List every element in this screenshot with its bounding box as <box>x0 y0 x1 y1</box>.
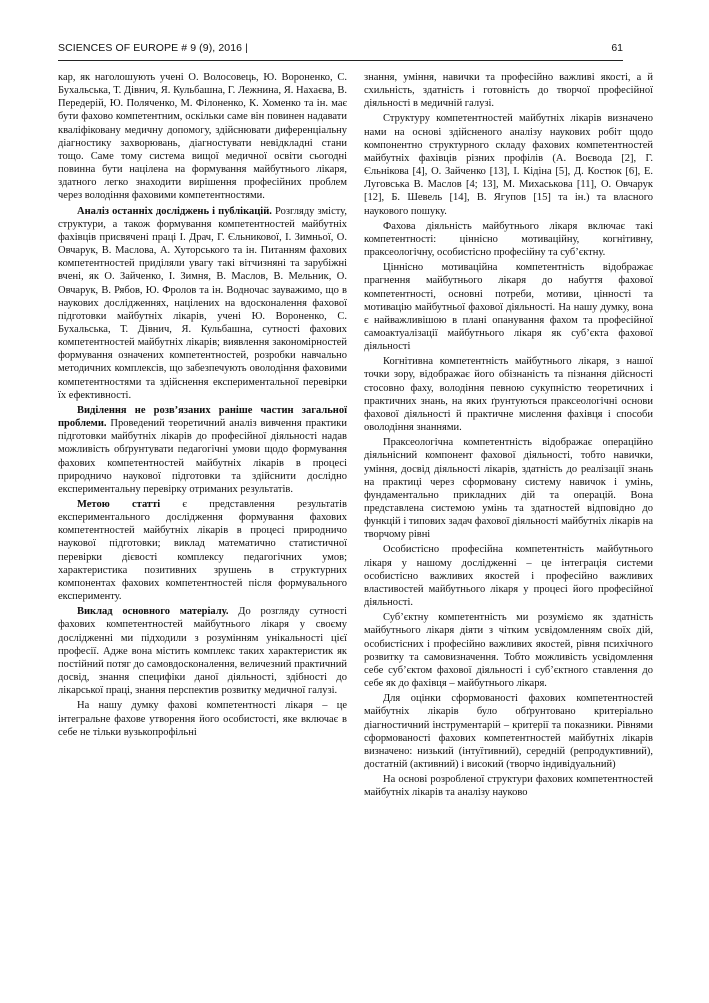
paragraph-literature-review <box>58 205 347 402</box>
paragraph-assessment-levels: Для оцінки сформованості фахових компетентностей майбутніх лікарів було обґрунтовано критеріально діагностичний інструментарій – критерії та показники. Рівнями сформованості фахових компетентностей майбутніх лікарів визначено: низький (інтуїтивний), середній (репродуктивний), достатній (активний) і високий (творчо індивідуальний) <box>364 693 653 770</box>
article-goal-text: є представлення результатів експериментального дослідження формування фахових компетентностей майбутніх лікарів в процесі природничо наукової підготовки; виклад математично статистичної перевірки дієвості комплексу педагогічних умов; характеристика позитивних зрушень в структурних компонентах фахових компетентностей після формувального експерименту. <box>58 499 347 603</box>
paragraph-competence-list: Фахова діяльність майбутнього лікаря включає такі компетентності: ціннісно мотиваційну, когнітивну, праксеологічну, особистісно професійну та суб’єктну. <box>364 220 653 259</box>
page-number: 61 <box>611 42 623 54</box>
right-column <box>364 71 653 951</box>
page-header <box>58 42 623 58</box>
paragraph-cognitive: Когнітивна компетентність майбутнього лікаря, з нашої точки зору, відображає його обізнаність та пізнання дійсності стосовно фаху, володіння певною сукупністю теоретичних і практичних знань, на яких ґрунтуються праксеологічні основи фахової діяльності й практичне мислення фахівця і способи оволодіння знаннями. <box>364 356 653 434</box>
paragraph-article-goal <box>58 498 347 603</box>
section-heading-unsolved-problems: Виділення не розв’язаних раніше частин загальної проблеми. <box>58 404 347 430</box>
paragraph-competence-structure: Структуру компетентностей майбутніх лікарів визначено нами на основі здійсненого аналізу наукових робіт щодо компонентно структурного складу фахових компетентностей майбутніх фахівців різних профілів (А. Воєвода [2], Г. Єльнікова [4], О. Зайченко [13], І. Кідіна [5], Д. Костюк [6], Е. Луговська В. Маслов [4; 13], М. Михаськова [11], О. Овчарук [12], Б. Шевель [14], В. Ягупов [15] та ін.) та власного наукового пошуку. <box>364 113 653 217</box>
header-rule <box>58 60 623 61</box>
journal-title: SCIENCES OF EUROPE # 9 (9), 2016 | <box>58 42 248 54</box>
paragraph-unsolved-problems <box>58 404 347 496</box>
paragraph-continuation: знання, уміння, навички та професійно важливі якості, а й схильність, здатність і готовність до творчої професійної діяльності в медичній галузі. <box>364 72 653 110</box>
section-heading-article-goal: Метою статті <box>77 499 161 510</box>
paragraph-intro-continuation: кар, як наголошують учені О. Волосовець, Ю. Вороненко, С. Бухальська, Т. Дівнич, Я. Кульбашна, Г. Лежнина, Я. Нахаєва, В. Передерій, Ю. Поляченко, М. Філоненко, К. Хоменко та ін. має бути фахово компетентним, оскільки саме він повинен надавати кваліфіковану медичну допомогу, здійснювати диференціальну діагностику захворювань, діагностувати невідкладні стани тощо. Саме тому система вищої медичної освіти сьогодні повинна бути націлена на формування майбутнього лікаря, здатного легко знаходити вирішення професійних проблем через володіння фаховими компетентностями. <box>58 72 347 202</box>
paragraph-final: На основі розробленої структури фахових компетентностей майбутніх лікарів та аналізу науково <box>364 774 653 799</box>
paragraph-value-motivational: Ціннісно мотиваційна компетентність відображає прагнення майбутнього лікаря до набуття фахової компетентності, основні потреби, мотиви, цінності та мотивацію майбутньої фахової діяльності. На нашу думку, вона є найважливішою в плані опанування фахом та професійної самоактуалізації майбутнього лікаря як суб’єкта фахової діяльності <box>364 262 653 353</box>
paragraph-main-material <box>58 605 347 697</box>
paragraph-subjective: Суб’єктну компетентність ми розуміємо як здатність майбутнього лікаря діяти з чітким усвідомленням своїх дій, особистісних і професійно важливих якостей, рівня психічного розвитку та самовизначення. Тобто можливість усвідомлення себе суб’єктом фахової діяльності і суб’єктного ставлення до себе як до фахівця – майбутнього лікаря. <box>364 612 653 690</box>
section-heading-main-material: Виклад основного матеріалу. <box>77 606 229 618</box>
unsolved-problems-text: Проведений теоретичний аналіз вивчення практики підготовки майбутніх лікарів до професійної діяльності надав можливість обґрунтувати педагогічні умови щодо формування фахових компетентностей майбутніх лікарів в процесі природничо наукової підготовки та здійснити дослідно експериментальну перевірку отриманих результатів. <box>58 418 347 495</box>
left-column <box>58 71 347 951</box>
section-heading-literature-review: Аналіз останніх досліджень і публікацій. <box>77 205 272 217</box>
paragraph-competence-definition: На нашу думку фахові компетентності лікаря – це інтегральне фахове утворення його особистості, яке включає в себе не тільки вузькопрофільні <box>58 700 347 738</box>
paragraph-praxeological: Праксеологічна компетентність відображає операційно діяльнісний компонент фахової діяльності, тобто навички, уміння, досвід діяльності лікарів, здатність до реалізації знань на практиці через сформовану систему навичок і умінь, фундаментально прикладних дій та операцій. Вона представлена системою умінь та здатностей відповідно до функцій і типових задач фахової діяльності майбутніх лікарів на творчому рівні <box>364 437 653 541</box>
literature-review-text: Розгляду змісту, структури, а також формування компетентностей майбутніх фахівців присвячені праці І. Драч, Г. Єльникової, І. Зимньої, О. Овчарук, В. Маслова, А. Хуторського та ін. Питанням фахових компетентностей приділяли увагу такі вітчизняні та зарубіжні вчені, як О. Зайченко, І. Зимня, В. Маслов, В. Мельник, О. Овчарук, В. Рябов, Ю. Фролов та ін. Водночас зауважимо, що в наукових дослідженнях, націлених на вдосконалення фахової підготовки майбутніх лікарів, учені Ю. Вороненко, С. Бухальська, Т. Дівнич, Я. Кульбашна, сутності фахових компетентностей майбутніх лікарів; виявлення закономірностей формування означених компетентностей, розробки навчально методичних комплексів, що забезпечують оволодіння фаховими компетентностями та здійснення експериментальної перевірки їх ефективності. <box>58 205 348 401</box>
main-material-text: До розгляду сутності фахових компетентностей майбутнього лікаря у своєму дослідженні ми підходили з розумінням унікальності цієї професії. Адже вона містить комплекс таких характеристик як постійний потяг до самовдосконалення, величезний практичний досвід, знання специфіки даної діяльності, здібності до лікарської праці, знання перспектив розвитку медичної галузі. <box>58 606 348 697</box>
paragraph-personal-professional: Особистісно професійна компетентність майбутнього лікаря у нашому дослідженні – це інтеграція системи особистісно важливих якостей і професійно важливих властивостей майбутнього лікаря у процесі його професійної діяльності. <box>364 544 653 609</box>
